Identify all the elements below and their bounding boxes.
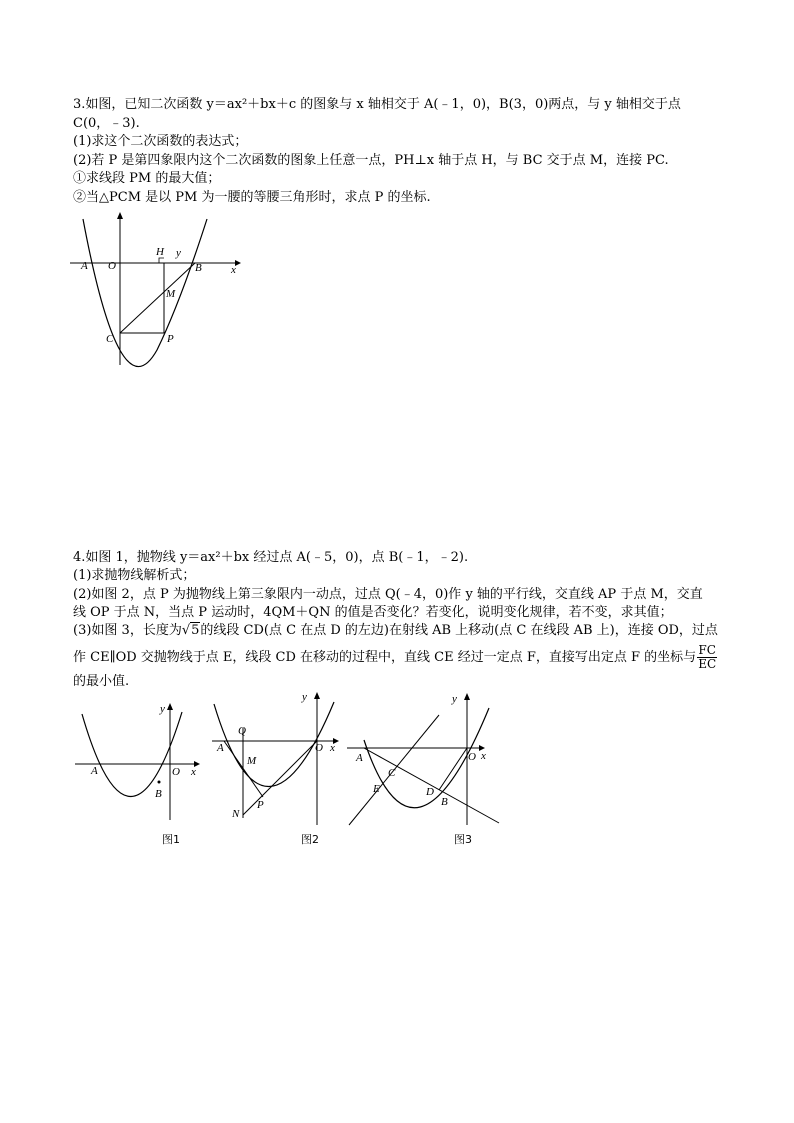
p4-question-3-line-2 <box>73 644 718 671</box>
p4-question-2-line-2: 线 OP 于点 N，当点 P 运动时，4QM＋QN 的值是否变化？若变化，说明变化规律，若不变，求其值； <box>73 605 673 620</box>
point-b-dot <box>158 781 161 784</box>
p4-q3-text-b: 的线段 CD(点 C 在点 D 的左边)在射线 AB 上移动(点 C 在线段 AB 上)，连接 OD，过点 <box>200 623 718 638</box>
label-q: Q <box>238 725 246 737</box>
label-a: A <box>356 752 363 764</box>
p4-figure-1 <box>72 700 207 846</box>
p3-question-2: (2)若 P 是第四象限内这个二次函数的图象上任意一点，PH⊥x 轴于点 H，与 BC 交于点 M，连接 PC. <box>73 153 669 168</box>
label-o: O <box>108 260 116 272</box>
y-axis-arrow <box>167 703 173 710</box>
label-n: N <box>232 808 240 820</box>
segment-od <box>439 748 467 790</box>
p3-stem-line-2: C(0，﹣3). <box>73 116 140 131</box>
p4-figure-3 <box>344 690 504 846</box>
label-o: O <box>172 766 180 778</box>
label-o: O <box>468 751 476 763</box>
label-y: y <box>452 693 457 705</box>
p3-question-2b: ②当△PCM 是以 PM 为一腰的等腰三角形时，求点 P 的坐标. <box>73 190 431 205</box>
y-axis-arrow <box>464 693 470 700</box>
y-axis-arrow <box>314 692 320 699</box>
x-axis-arrow <box>235 260 241 266</box>
label-a: A <box>81 260 88 272</box>
label-o: O <box>315 742 323 754</box>
caption-figure-3: 图3 <box>454 833 472 846</box>
label-y: y <box>302 691 307 703</box>
line-op <box>243 741 317 815</box>
label-b: B <box>441 796 448 808</box>
p3-figure <box>70 205 250 370</box>
parabola <box>82 712 182 797</box>
label-d: D <box>426 786 434 798</box>
label-y: y <box>176 247 181 259</box>
label-h: H <box>156 246 164 258</box>
label-m: M <box>247 755 257 767</box>
label-x: x <box>191 766 196 778</box>
p4-figure-2 <box>209 690 344 846</box>
p4-question-3-line-3: 的最小值. <box>73 674 130 689</box>
p3-question-2a: ①求线段 PM 的最大值； <box>73 171 221 186</box>
sqrt-five: √5 <box>181 623 200 638</box>
label-a: A <box>217 742 224 754</box>
parabola <box>83 219 207 367</box>
p4-stem: 4.如图 1，抛物线 y＝ax²＋bx 经过点 A(﹣5，0)，点 B(﹣1，﹣2). <box>73 550 469 565</box>
caption-figure-1: 图1 <box>162 833 180 846</box>
p4-q3-text-a: (3)如图 3，长度为 <box>73 623 182 638</box>
p4-q3-text-c: 作 CE∥OD 交抛物线于点 E，线段 CD 在移动的过程中，直线 CE 经过一定点 F，直接写出定点 F 的坐标与 <box>73 650 697 665</box>
label-p: P <box>167 333 174 345</box>
segment-bc <box>120 263 195 333</box>
p4-question-3-line-1 <box>73 622 718 640</box>
label-e: E <box>373 783 380 795</box>
p4-question-1: (1)求抛物线解析式； <box>73 568 196 583</box>
right-angle-mark <box>159 258 164 263</box>
label-x: x <box>330 742 335 754</box>
label-m: M <box>166 288 176 300</box>
label-y: y <box>160 703 165 715</box>
label-c: C <box>106 333 114 345</box>
p4-question-2-line-1: (2)如图 2，点 P 为抛物线上第三象限内一动点，过点 Q(﹣4，0)作 y 轴的平行线，交直线 AP 于点 M，交直 <box>73 587 703 602</box>
label-c: C <box>388 767 396 779</box>
label-b: B <box>195 262 202 274</box>
label-a: A <box>91 765 98 777</box>
y-axis-arrow <box>117 212 123 219</box>
p3-question-1: (1)求这个二次函数的表达式； <box>73 134 248 149</box>
label-x: x <box>481 750 486 762</box>
caption-figure-2: 图2 <box>301 833 319 846</box>
label-x: x <box>231 264 236 276</box>
p3-stem-line-1: 3.如图，已知二次函数 y＝ax²＋bx＋c 的图象与 x 轴相交于 A(﹣1，0)，B(3，0)两点，与 y 轴相交于点 <box>73 97 681 112</box>
fraction-fc-ec: $\frac{FC}{EC}$ <box>698 643 717 671</box>
label-b: B <box>155 788 162 800</box>
label-p: P <box>257 799 264 811</box>
